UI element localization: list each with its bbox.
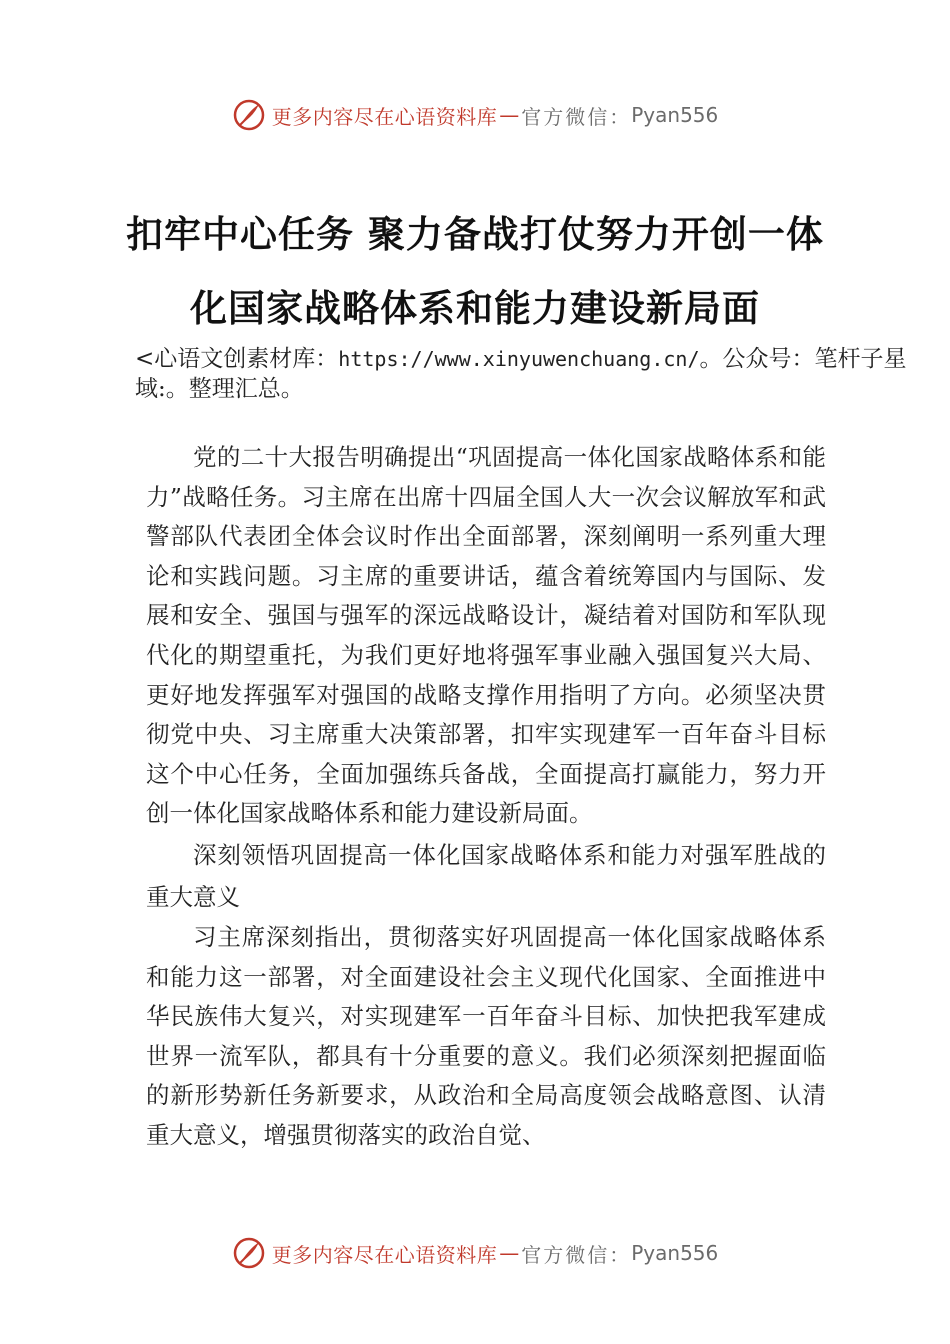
section-heading: 深刻领悟巩固提高一体化国家战略体系和能力对强军胜战的重大意义 bbox=[146, 840, 826, 911]
watermark-text: 更多内容尽在心语资料库 bbox=[271, 104, 498, 129]
watermark-separator: — bbox=[499, 1241, 520, 1265]
watermark-wechat-id: Pyan556 bbox=[631, 1241, 719, 1265]
watermark-separator: — bbox=[499, 103, 520, 127]
feather-logo-icon bbox=[232, 1236, 266, 1270]
feather-logo-icon bbox=[232, 98, 266, 132]
source-note bbox=[135, 344, 935, 404]
watermark-wechat-id: Pyan556 bbox=[631, 103, 719, 127]
bottom-watermark-banner bbox=[0, 1233, 950, 1273]
document-title-line-2: 化国家战略体系和能力建设新局面 bbox=[190, 287, 760, 330]
document-title-line-1: 扣牢中心任务 聚力备战打仗努力开创一体 bbox=[126, 213, 824, 256]
article-body bbox=[146, 438, 826, 1156]
source-suffix: 。公众号：笔杆子星域:。整理汇总。 bbox=[135, 346, 907, 402]
source-prefix: <心语文创素材库： bbox=[135, 346, 339, 372]
paragraph-2: 习主席深刻指出，贯彻落实好巩固提高一体化国家战略体系和能力这一部署，对全面建设社会主义现代化国家、全面推进中华民族伟大复兴，对实现建军一百年奋斗目标、加快把我军建成世界一流军队，都具有十分重要的意义。我们必须深刻把握面临的新形势新任务新要求，从政治和全局高度领会战略意图、认清重大意义，增强贯彻落实的政治自觉、 bbox=[146, 922, 826, 1149]
source-url: https://www.xinyuwenchuang.cn/ bbox=[338, 347, 700, 371]
top-watermark-banner bbox=[0, 95, 950, 135]
watermark-label: 官方微信： bbox=[521, 1242, 632, 1267]
paragraph-1: 党的二十大报告明确提出“巩固提高一体化国家战略体系和能力”战略任务。习主席在出席十四届全国人大一次会议解放军和武警部队代表团全体会议时作出全面部署，深刻阐明一系列重大理论和实践问题。习主席的重要讲话，蕴含着统筹国内与国际、发展和安全、强国与强军的深远战略设计，凝结着对国防和军队现代化的期望重托，为我们更好地将强军事业融入强国复兴大局、更好地发挥强军对强国的战略支撑作用指明了方向。必须坚决贯彻党中央、习主席重大决策部署，扣牢实现建军一百年奋斗目标这个中心任务，全面加强练兵备战，全面提高打赢能力，努力开创一体化国家战略体系和能力建设新局面。 bbox=[146, 443, 826, 828]
watermark-label: 官方微信： bbox=[521, 104, 632, 129]
watermark-text: 更多内容尽在心语资料库 bbox=[271, 1242, 498, 1267]
